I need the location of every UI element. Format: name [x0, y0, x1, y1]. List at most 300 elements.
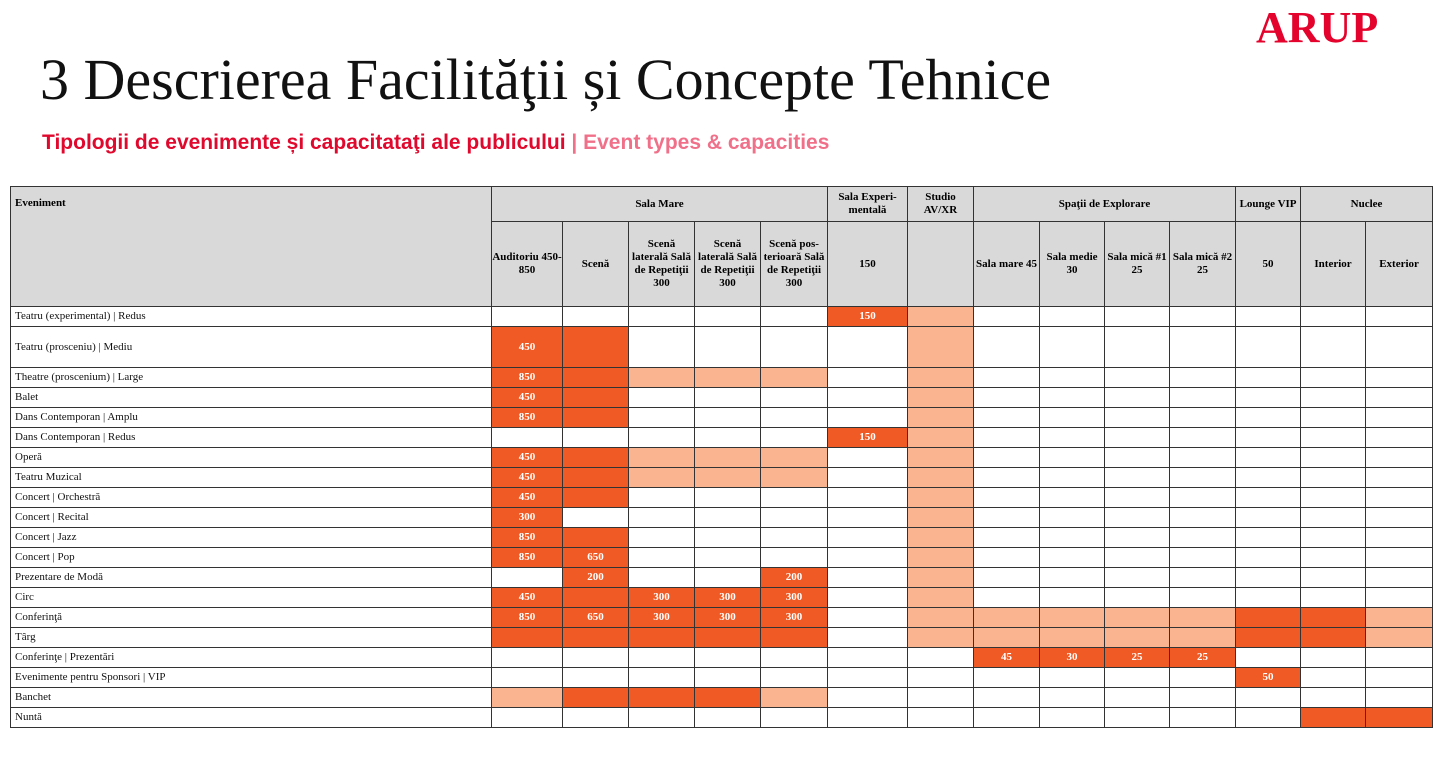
table-row: [11, 468, 1433, 488]
capacity-cell-empty: [695, 508, 761, 528]
capacity-cell-empty: [695, 388, 761, 408]
capacity-cell-primary: 25: [1170, 648, 1236, 668]
event-name-cell: Concert | Orchestră: [11, 488, 492, 508]
capacity-cell-empty: [1236, 568, 1301, 588]
table-row: [11, 488, 1433, 508]
subheader-cell: 150: [828, 222, 908, 307]
capacity-cell-empty: [1301, 488, 1366, 508]
capacity-cell-empty: [761, 648, 828, 668]
capacity-cell-primary: 300: [629, 588, 695, 608]
capacity-cell-empty: [908, 648, 974, 668]
capacity-cell-empty: [1301, 568, 1366, 588]
capacity-cell-primary: [629, 688, 695, 708]
capacity-cell-empty: [1301, 307, 1366, 327]
table-body: [11, 307, 1433, 728]
capacity-cell-primary: [563, 448, 629, 468]
table-row: [11, 628, 1433, 648]
capacity-cell-empty: [974, 668, 1040, 688]
table-row: [11, 528, 1433, 548]
capacity-cell-empty: [1170, 408, 1236, 428]
capacity-cell-empty: [761, 488, 828, 508]
capacity-cell-empty: [828, 668, 908, 688]
capacity-cell-empty: [908, 688, 974, 708]
capacity-cell-primary: 150: [828, 428, 908, 448]
capacity-cell-empty: [974, 568, 1040, 588]
event-name-cell: Concert | Recital: [11, 508, 492, 528]
capacity-cell-primary: [563, 688, 629, 708]
capacity-cell-empty: [1366, 488, 1433, 508]
capacity-cell-empty: [1170, 508, 1236, 528]
capacity-cell-empty: [1040, 548, 1105, 568]
event-name-cell: Dans Contemporan | Redus: [11, 428, 492, 448]
capacity-cell-empty: [1301, 388, 1366, 408]
capacity-cell-empty: [1236, 508, 1301, 528]
capacity-cell-empty: [828, 408, 908, 428]
capacity-cell-primary: 300: [761, 588, 828, 608]
subheader-cell: Interior: [1301, 222, 1366, 307]
event-name-cell: Conferinţe | Prezentări: [11, 648, 492, 668]
capacity-cell-empty: [828, 588, 908, 608]
capacity-cell-empty: [828, 448, 908, 468]
capacity-cell-empty: [1170, 588, 1236, 608]
capacity-cell-empty: [629, 327, 695, 368]
capacity-cell-empty: [629, 548, 695, 568]
capacity-cell-primary: [1301, 628, 1366, 648]
capacity-cell-empty: [629, 388, 695, 408]
capacity-cell-primary: [563, 388, 629, 408]
capacity-cell-empty: [492, 708, 563, 728]
event-name-cell: Teatru (prosceniu) | Mediu: [11, 327, 492, 368]
capacity-cell-empty: [695, 568, 761, 588]
capacity-cell-empty: [1366, 668, 1433, 688]
capacity-cell-empty: [492, 668, 563, 688]
capacity-cell-empty: [828, 548, 908, 568]
capacity-cell-empty: [1301, 548, 1366, 568]
capacity-cell-empty: [1040, 368, 1105, 388]
capacity-cell-primary: 850: [492, 408, 563, 428]
capacity-cell-empty: [1236, 448, 1301, 468]
event-name-cell: Operă: [11, 448, 492, 468]
capacity-cell-empty: [1301, 448, 1366, 468]
capacity-cell-empty: [563, 648, 629, 668]
capacity-cell-empty: [695, 668, 761, 688]
capacity-cell-empty: [1301, 468, 1366, 488]
capacity-cell-empty: [1301, 428, 1366, 448]
capacity-cell-primary: [563, 408, 629, 428]
table-row: [11, 327, 1433, 368]
event-name-cell: Teatru (experimental) | Redus: [11, 307, 492, 327]
event-name-cell: Circ: [11, 588, 492, 608]
capacity-cell-empty: [828, 568, 908, 588]
capacity-cell-secondary: [908, 608, 974, 628]
capacity-cell-empty: [1105, 408, 1170, 428]
capacity-cell-secondary: [1105, 608, 1170, 628]
capacity-cell-empty: [1236, 388, 1301, 408]
capacity-cell-empty: [1236, 368, 1301, 388]
subheader-cell: [908, 222, 974, 307]
capacity-cell-primary: [563, 327, 629, 368]
capacity-cell-empty: [761, 528, 828, 548]
capacity-cell-empty: [1301, 688, 1366, 708]
capacity-cell-empty: [1301, 648, 1366, 668]
capacity-cell-primary: [563, 488, 629, 508]
capacity-cell-primary: 300: [695, 588, 761, 608]
capacity-cell-primary: [1366, 708, 1433, 728]
capacity-cell-empty: [1301, 408, 1366, 428]
capacity-cell-empty: [1170, 307, 1236, 327]
table-row: [11, 668, 1433, 688]
capacity-cell-empty: [974, 528, 1040, 548]
capacity-cell-primary: 150: [828, 307, 908, 327]
capacity-cell-primary: 300: [629, 608, 695, 628]
capacity-cell-empty: [828, 368, 908, 388]
capacity-cell-secondary: [908, 488, 974, 508]
capacity-cell-empty: [1170, 548, 1236, 568]
capacity-cell-empty: [1301, 368, 1366, 388]
capacity-cell-primary: 450: [492, 468, 563, 488]
capacity-cell-secondary: [695, 468, 761, 488]
capacity-cell-primary: 850: [492, 368, 563, 388]
capacity-cell-empty: [974, 388, 1040, 408]
capacity-cell-secondary: [908, 468, 974, 488]
capacity-cell-empty: [1366, 428, 1433, 448]
capacity-cell-primary: 200: [761, 568, 828, 588]
capacity-cell-empty: [828, 648, 908, 668]
page-subtitle: [42, 131, 829, 155]
capacity-cell-empty: [1366, 548, 1433, 568]
event-name-cell: Teatru Muzical: [11, 468, 492, 488]
capacity-cell-primary: [563, 588, 629, 608]
table-row: [11, 428, 1433, 448]
subtitle-english: Event types & capacities: [583, 131, 830, 154]
capacity-cell-secondary: [908, 548, 974, 568]
capacity-cell-empty: [1170, 388, 1236, 408]
capacity-cell-empty: [1040, 307, 1105, 327]
capacity-cell-empty: [629, 528, 695, 548]
page-title: 3 Descrierea Facilităţii și Concepte Tehnice: [40, 47, 1052, 112]
subtitle-romanian: Tipologii de evenimente și capacitataţi ale publicului: [42, 131, 566, 154]
capacity-cell-empty: [1170, 468, 1236, 488]
capacity-cell-empty: [908, 708, 974, 728]
arup-logo: ARUP: [1256, 3, 1379, 52]
capacity-cell-empty: [974, 708, 1040, 728]
capacity-cell-primary: [761, 628, 828, 648]
subheader-cell: Sala mică #2 25: [1170, 222, 1236, 307]
capacity-cell-empty: [828, 488, 908, 508]
capacity-cell-empty: [828, 508, 908, 528]
capacity-cell-empty: [1236, 488, 1301, 508]
capacity-cell-empty: [761, 668, 828, 688]
capacity-cell-empty: [1301, 327, 1366, 368]
capacity-cell-empty: [1040, 448, 1105, 468]
event-name-cell: Concert | Pop: [11, 548, 492, 568]
capacity-cell-empty: [1301, 508, 1366, 528]
table-row: [11, 408, 1433, 428]
capacity-cell-empty: [492, 568, 563, 588]
capacity-cell-empty: [1105, 708, 1170, 728]
capacity-cell-empty: [761, 508, 828, 528]
capacity-cell-empty: [1366, 508, 1433, 528]
capacity-cell-empty: [695, 528, 761, 548]
capacity-cell-empty: [1040, 508, 1105, 528]
capacity-cell-empty: [1366, 368, 1433, 388]
capacity-cell-secondary: [908, 508, 974, 528]
capacity-cell-empty: [1040, 408, 1105, 428]
header-lounge-vip: Lounge VIP: [1236, 187, 1301, 222]
capacity-cell-empty: [1366, 408, 1433, 428]
event-name-cell: Conferinţă: [11, 608, 492, 628]
capacity-cell-secondary: [629, 448, 695, 468]
capacity-cell-primary: 25: [1105, 648, 1170, 668]
table-row: [11, 688, 1433, 708]
capacity-cell-secondary: [761, 468, 828, 488]
capacity-cell-empty: [1040, 388, 1105, 408]
capacity-cell-secondary: [908, 327, 974, 368]
capacity-cell-secondary: [629, 468, 695, 488]
capacity-cell-primary: [695, 628, 761, 648]
table-row: [11, 548, 1433, 568]
table-row: [11, 648, 1433, 668]
capacity-cell-secondary: [908, 428, 974, 448]
capacity-cell-secondary: [695, 448, 761, 468]
capacity-cell-primary: 450: [492, 588, 563, 608]
capacity-cell-secondary: [1040, 608, 1105, 628]
capacity-cell-primary: 650: [563, 548, 629, 568]
capacity-cell-empty: [761, 708, 828, 728]
capacity-cell-empty: [1236, 648, 1301, 668]
table-group-header-row: [11, 187, 1433, 222]
capacity-cell-empty: [1301, 528, 1366, 548]
capacity-cell-empty: [629, 408, 695, 428]
capacity-cell-empty: [695, 307, 761, 327]
capacity-cell-secondary: [761, 448, 828, 468]
header-spatii-explorare: Spaţii de Explorare: [974, 187, 1236, 222]
capacity-cell-secondary: [908, 448, 974, 468]
capacity-cell-primary: 50: [1236, 668, 1301, 688]
capacity-cell-empty: [1366, 468, 1433, 488]
capacity-cell-empty: [695, 548, 761, 568]
table-row: [11, 608, 1433, 628]
capacity-cell-empty: [1236, 688, 1301, 708]
capacity-cell-empty: [1040, 588, 1105, 608]
capacity-cell-empty: [974, 408, 1040, 428]
capacity-cell-primary: [492, 628, 563, 648]
capacity-cell-empty: [828, 388, 908, 408]
capacity-cell-empty: [828, 628, 908, 648]
capacity-cell-empty: [1040, 688, 1105, 708]
capacity-cell-secondary: [908, 388, 974, 408]
subheader-cell: Sala medie 30: [1040, 222, 1105, 307]
capacity-cell-primary: 650: [563, 608, 629, 628]
event-name-cell: Balet: [11, 388, 492, 408]
capacity-cell-primary: 45: [974, 648, 1040, 668]
capacity-cell-empty: [1366, 448, 1433, 468]
capacity-cell-secondary: [629, 368, 695, 388]
capacity-cell-empty: [563, 708, 629, 728]
subheader-cell: Scenă laterală Sală de Repetiţii 300: [629, 222, 695, 307]
capacity-cell-empty: [1105, 327, 1170, 368]
capacity-cell-empty: [761, 307, 828, 327]
capacity-cell-secondary: [1366, 628, 1433, 648]
table-row: [11, 568, 1433, 588]
capacity-cell-empty: [1040, 428, 1105, 448]
subheader-cell: Scenă: [563, 222, 629, 307]
capacity-cell-primary: 450: [492, 488, 563, 508]
capacity-cell-empty: [974, 327, 1040, 368]
capacity-cell-secondary: [1170, 628, 1236, 648]
capacity-cell-primary: [563, 468, 629, 488]
capacity-cell-empty: [1040, 708, 1105, 728]
capacity-cell-empty: [695, 488, 761, 508]
capacity-cell-empty: [1105, 388, 1170, 408]
capacity-cell-empty: [1366, 588, 1433, 608]
capacity-cell-empty: [1105, 668, 1170, 688]
capacity-cell-empty: [908, 668, 974, 688]
capacity-cell-secondary: [974, 628, 1040, 648]
capacity-cell-empty: [563, 307, 629, 327]
capacity-cell-empty: [828, 327, 908, 368]
capacity-cell-primary: 300: [492, 508, 563, 528]
event-name-cell: Prezentare de Modă: [11, 568, 492, 588]
capacity-cell-empty: [761, 327, 828, 368]
capacity-cell-primary: [1301, 608, 1366, 628]
capacity-cell-empty: [761, 548, 828, 568]
capacity-cell-empty: [695, 428, 761, 448]
capacity-cell-secondary: [908, 528, 974, 548]
header-nuclee: Nuclee: [1301, 187, 1433, 222]
subheader-cell: Sala mare 45: [974, 222, 1040, 307]
capacity-cell-empty: [1236, 408, 1301, 428]
capacity-cell-primary: [1301, 708, 1366, 728]
table-row: [11, 708, 1433, 728]
event-name-cell: Concert | Jazz: [11, 528, 492, 548]
capacity-cell-empty: [1170, 668, 1236, 688]
capacity-cell-empty: [629, 668, 695, 688]
capacity-cell-secondary: [908, 588, 974, 608]
capacity-cell-empty: [1040, 568, 1105, 588]
capacity-cell-empty: [1366, 648, 1433, 668]
capacity-cell-primary: 30: [1040, 648, 1105, 668]
capacity-cell-empty: [1040, 488, 1105, 508]
capacity-cell-empty: [1236, 548, 1301, 568]
capacity-cell-secondary: [908, 368, 974, 388]
capacity-cell-empty: [974, 468, 1040, 488]
capacity-cell-empty: [629, 648, 695, 668]
capacity-cell-empty: [1105, 688, 1170, 708]
capacity-cell-empty: [492, 648, 563, 668]
capacity-cell-empty: [563, 428, 629, 448]
capacity-cell-empty: [828, 468, 908, 488]
capacity-cell-empty: [1366, 327, 1433, 368]
header-studio: Studio AV/XR: [908, 187, 974, 222]
capacity-cell-primary: [1236, 628, 1301, 648]
capacity-cell-empty: [974, 488, 1040, 508]
capacity-cell-empty: [1366, 688, 1433, 708]
event-name-cell: Theatre (proscenium) | Large: [11, 368, 492, 388]
event-capacity-table: [10, 186, 1433, 728]
table-row: [11, 448, 1433, 468]
capacity-cell-empty: [761, 408, 828, 428]
capacity-cell-empty: [1040, 327, 1105, 368]
capacity-cell-empty: [629, 568, 695, 588]
table-row: [11, 368, 1433, 388]
subheader-cell: Scenă pos-terioară Sală de Repetiţii 300: [761, 222, 828, 307]
capacity-cell-secondary: [761, 368, 828, 388]
capacity-cell-empty: [629, 708, 695, 728]
capacity-cell-empty: [974, 428, 1040, 448]
capacity-cell-empty: [828, 528, 908, 548]
subtitle-separator: |: [565, 131, 584, 154]
event-name-cell: Dans Contemporan | Amplu: [11, 408, 492, 428]
capacity-cell-empty: [629, 307, 695, 327]
header-sala-experimentala: Sala Experi-mentală: [828, 187, 908, 222]
capacity-cell-empty: [1170, 568, 1236, 588]
capacity-cell-secondary: [908, 408, 974, 428]
table-row: [11, 388, 1433, 408]
capacity-cell-empty: [974, 548, 1040, 568]
capacity-cell-empty: [1236, 327, 1301, 368]
capacity-cell-empty: [1170, 327, 1236, 368]
capacity-cell-empty: [695, 408, 761, 428]
capacity-cell-empty: [1236, 468, 1301, 488]
capacity-cell-primary: 450: [492, 327, 563, 368]
capacity-cell-primary: [629, 628, 695, 648]
capacity-cell-empty: [695, 648, 761, 668]
subheader-cell: Scenă laterală Sală de Repetiţii 300: [695, 222, 761, 307]
capacity-cell-empty: [1170, 428, 1236, 448]
capacity-cell-secondary: [908, 628, 974, 648]
header-sala-mare: Sala Mare: [492, 187, 828, 222]
capacity-cell-secondary: [695, 368, 761, 388]
capacity-cell-primary: 300: [695, 608, 761, 628]
subheader-cell: Auditoriu 450-850: [492, 222, 563, 307]
capacity-cell-primary: [1236, 608, 1301, 628]
table-row: [11, 307, 1433, 327]
capacity-cell-empty: [761, 388, 828, 408]
capacity-cell-empty: [1105, 568, 1170, 588]
capacity-cell-primary: 450: [492, 388, 563, 408]
capacity-cell-empty: [974, 688, 1040, 708]
table-row: [11, 588, 1433, 608]
capacity-cell-empty: [974, 368, 1040, 388]
capacity-cell-empty: [1236, 428, 1301, 448]
capacity-cell-empty: [1040, 528, 1105, 548]
subheader-cell: Exterior: [1366, 222, 1433, 307]
capacity-cell-secondary: [1105, 628, 1170, 648]
table-row: [11, 508, 1433, 528]
capacity-cell-empty: [1105, 548, 1170, 568]
capacity-cell-empty: [563, 668, 629, 688]
capacity-cell-secondary: [492, 688, 563, 708]
capacity-cell-empty: [1170, 368, 1236, 388]
capacity-cell-empty: [629, 428, 695, 448]
header-eveniment: Eveniment: [11, 187, 492, 307]
capacity-cell-empty: [492, 428, 563, 448]
capacity-cell-empty: [1366, 528, 1433, 548]
capacity-cell-secondary: [974, 608, 1040, 628]
capacity-cell-empty: [974, 588, 1040, 608]
capacity-cell-empty: [761, 428, 828, 448]
capacity-cell-empty: [1170, 708, 1236, 728]
capacity-cell-primary: 450: [492, 448, 563, 468]
capacity-cell-empty: [1040, 668, 1105, 688]
capacity-cell-secondary: [908, 568, 974, 588]
capacity-cell-empty: [1105, 468, 1170, 488]
capacity-cell-empty: [1366, 568, 1433, 588]
capacity-cell-empty: [828, 688, 908, 708]
capacity-cell-empty: [695, 708, 761, 728]
capacity-cell-empty: [1236, 588, 1301, 608]
